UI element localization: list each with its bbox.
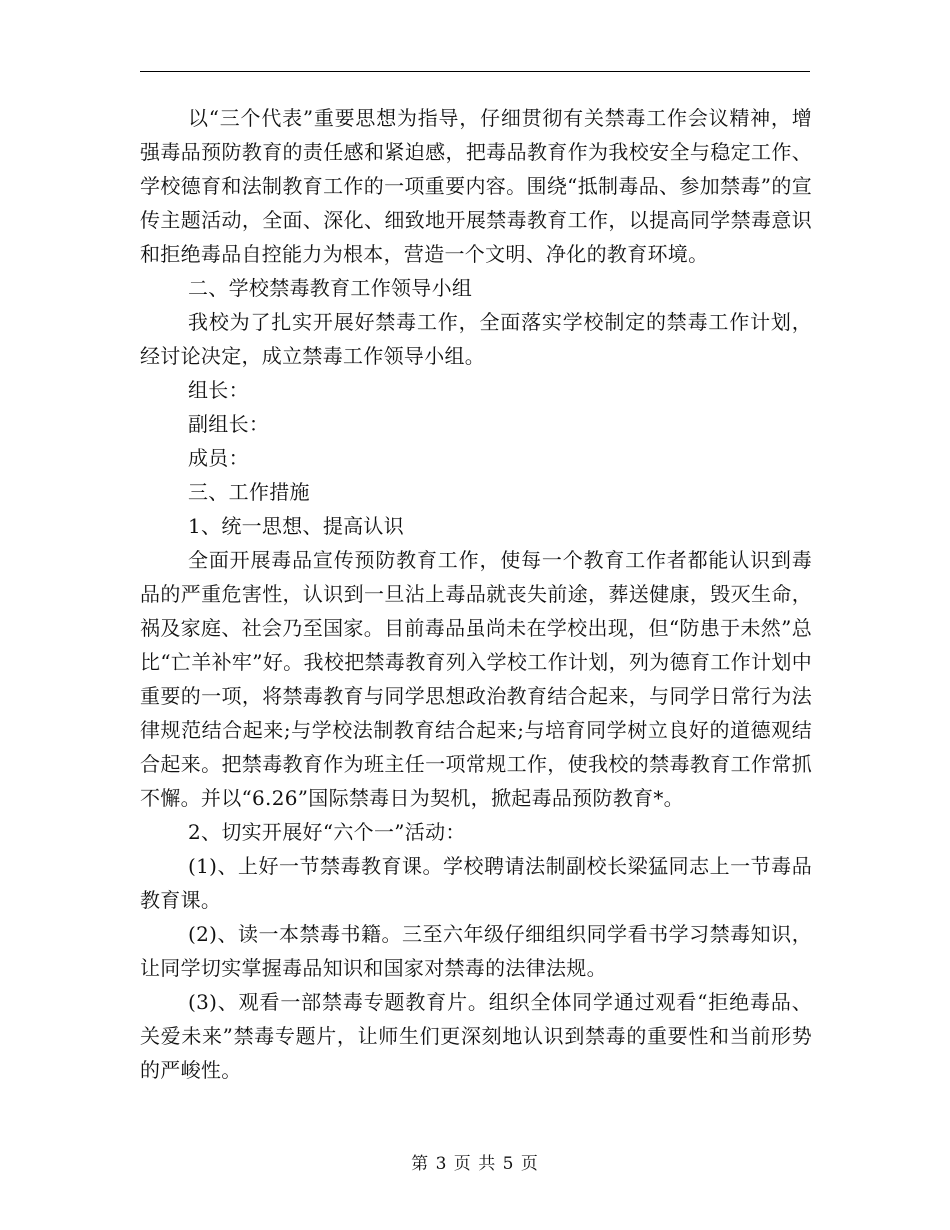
activity-item-3: (3)、观看一部禁毒专题教育片。组织全体同学通过观看“拒绝毒品、关爱未来”禁毒专题片，让师生们更深刻地认识到禁毒的重要性和当前形势的严峻性。: [140, 990, 812, 1082]
group-leader-line: 组长：: [188, 378, 249, 402]
activity-item-2: (2)、读一本禁毒书籍。三至六年级仔细组织同学看书学习禁毒知识，让同学切实掌握毒品知识和国家对禁毒的法律法规。: [140, 922, 812, 980]
header-rule: [140, 71, 810, 72]
subheading-six-ones: 2、切实开展好“六个一”活动：: [188, 820, 466, 844]
activity-item-1: (1)、上好一节禁毒教育课。学校聘请法制副校长梁猛同志上一节毒品教育课。: [140, 854, 812, 912]
deputy-leader-line: 副组长：: [188, 412, 270, 436]
intro-paragraph: 以“三个代表”重要思想为指导，仔细贯彻有关禁毒工作会议精神，增强毒品预防教育的责任感和紧迫感，把毒品教育作为我校安全与稳定工作、学校德育和法制教育工作的一项重要内容。围绕“抵制毒品、参加禁毒”的宣传主题活动，全面、深化、细致地开展禁毒教育工作，以提高同学禁毒意识和拒绝毒品自控能力为根本，营造一个文明、净化的教育环境。: [140, 106, 812, 266]
awareness-paragraph: 全面开展毒品宣传预防教育工作，使每一个教育工作者都能认识到毒品的严重危害性，认识到一旦沾上毒品就丧失前途，葬送健康，毁灭生命，祸及家庭、社会乃至国家。目前毒品虽尚未在学校出现，但“防患于未然”总比“亡羊补牢”好。我校把禁毒教育列入学校工作计划，列为德育工作计划中重要的一项，将禁毒教育与同学思想政治教育结合起来，与同学日常行为法律规范结合起来;与学校法制教育结合起来;与培育同学树立良好的道德观结合起来。把禁毒教育作为班主任一项常规工作，使我校的禁毒教育工作常抓不懈。并以“6.26”国际禁毒日为契机，掀起毒品预防教育*。: [140, 548, 812, 810]
section-heading-work-measures: 三、工作措施: [188, 480, 310, 504]
members-line: 成员：: [188, 446, 249, 470]
section-heading-leadership-group: 二、学校禁毒教育工作领导小组: [188, 276, 473, 300]
subheading-unify-thinking: 1、统一思想、提高认识: [188, 514, 405, 538]
document-body: [140, 101, 812, 1087]
leadership-paragraph: 我校为了扎实开展好禁毒工作，全面落实学校制定的禁毒工作计划，经讨论决定，成立禁毒工作领导小组。: [140, 310, 812, 368]
page-number: 第 3 页 共 5 页: [411, 1154, 539, 1174]
